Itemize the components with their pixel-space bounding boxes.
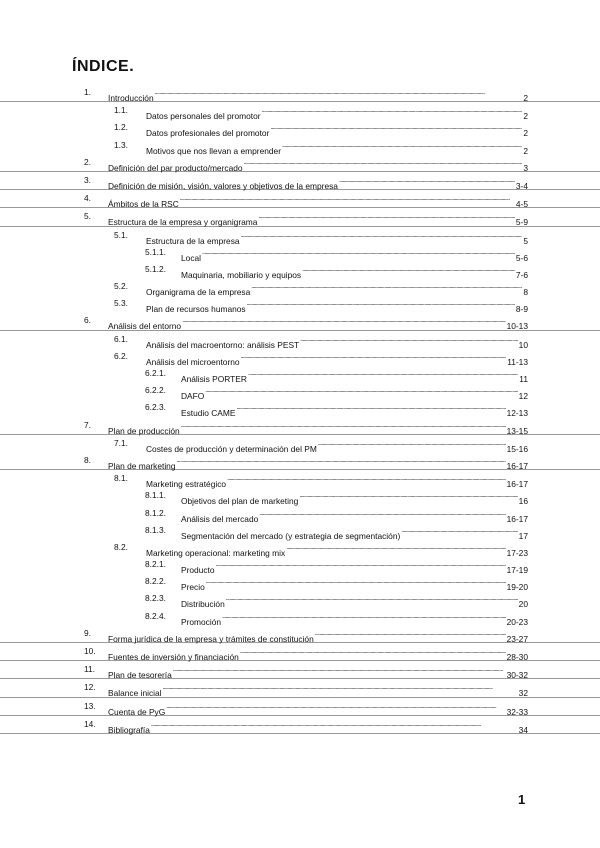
toc-entry-label: Plan de marketing <box>108 460 176 471</box>
toc-entry[interactable] <box>0 716 600 734</box>
table-of-contents <box>0 84 600 734</box>
toc-entry-label: Plan de producción <box>108 425 180 436</box>
toc-entry[interactable] <box>0 590 600 610</box>
toc-entry[interactable] <box>0 573 600 593</box>
toc-dot-leader <box>244 154 523 171</box>
toc-entry-label: Análisis del entorno <box>108 321 182 332</box>
toc-entry-page: 5-6 <box>515 252 528 263</box>
toc-entry-label: Maquinaria, mobiliario y equipos <box>181 269 302 280</box>
toc-entry-page: 2 <box>523 128 528 139</box>
toc-entry[interactable] <box>0 643 600 661</box>
toc-entry-number: 8. <box>84 454 91 465</box>
toc-entry-page: 23-27 <box>506 633 528 644</box>
toc-entry-number: 10. <box>84 646 96 656</box>
toc-entry-page: 17-19 <box>506 565 528 576</box>
toc-dot-leader <box>270 119 522 136</box>
toc-entry-page: 3-4 <box>515 180 528 191</box>
toc-dot-leader <box>302 261 515 278</box>
toc-entry[interactable] <box>0 679 600 697</box>
toc-entry-number: 11. <box>84 664 96 675</box>
toc-dot-leader <box>286 539 505 556</box>
toc-dot-leader <box>318 435 506 452</box>
toc-dot-leader <box>401 522 517 539</box>
toc-entry[interactable] <box>0 417 600 435</box>
toc-entry-number: 8.2.4. <box>145 610 166 621</box>
toc-entry-number: 6.2.1. <box>145 368 166 378</box>
toc-entry-label: Producto <box>181 565 215 576</box>
page-number: 1 <box>518 792 526 807</box>
toc-entry-page: 11-13 <box>507 356 528 367</box>
toc-entry[interactable] <box>0 470 600 490</box>
toc-entry-number: 5.1. <box>114 229 128 240</box>
toc-entry-page: 34 <box>518 724 528 735</box>
toc-entry-label: Precio <box>181 582 205 593</box>
toc-entry[interactable] <box>0 154 600 172</box>
toc-entry-label: Ámbitos de la RSC <box>108 199 179 210</box>
toc-entry-number: 8.1.2. <box>145 507 166 518</box>
toc-entry-number: 12. <box>84 682 96 693</box>
toc-entry-page: 5 <box>523 235 528 246</box>
toc-entry-number: 1. <box>84 87 91 97</box>
page-title: ÍNDICE. <box>72 58 135 75</box>
toc-entry-label: Análisis del microentorno <box>146 356 240 367</box>
toc-entry-page: 17 <box>518 530 528 541</box>
toc-entry-label: Costes de producción y determinación del PM <box>146 443 317 454</box>
toc-entry[interactable] <box>0 331 600 348</box>
toc-entry[interactable] <box>0 244 600 261</box>
toc-entry[interactable] <box>0 261 600 278</box>
toc-dot-leader <box>216 556 506 573</box>
toc-entry-page: 12-13 <box>506 408 528 419</box>
toc-entry-number: 6.1. <box>114 333 128 344</box>
toc-entry-number: 3. <box>84 174 91 185</box>
toc-entry-label: Objetivos del plan de marketing <box>181 496 299 507</box>
toc-dot-leader <box>247 295 515 312</box>
toc-entry-page: 2 <box>523 111 528 122</box>
toc-entry-label: Datos personales del promotor <box>146 111 261 122</box>
toc-entry-label: Estructura de la empresa y organigrama <box>108 217 258 228</box>
toc-dot-leader <box>339 172 515 189</box>
toc-entry-page: 13-15 <box>506 425 528 436</box>
toc-entry-label: Plan de recursos humanos <box>146 304 246 315</box>
toc-dot-leader <box>151 716 518 733</box>
toc-entry-page: 8-9 <box>515 304 528 315</box>
toc-entry[interactable] <box>0 119 600 139</box>
toc-entry[interactable] <box>0 522 600 539</box>
toc-entry-number: 1.1. <box>114 105 128 116</box>
toc-entry-page: 17-23 <box>506 547 528 558</box>
toc-dot-leader <box>248 365 518 382</box>
toc-entry-page: 10-13 <box>506 321 528 332</box>
toc-entry[interactable] <box>0 487 600 507</box>
toc-entry[interactable] <box>0 625 600 643</box>
toc-entry-label: Forma jurídica de la empresa y trámites de constitución <box>108 633 314 644</box>
toc-entry-page: 5-9 <box>515 217 528 228</box>
toc-entry-number: 5.3. <box>114 298 128 309</box>
toc-entry-page: 7-6 <box>515 269 528 280</box>
toc-dot-leader <box>258 208 514 225</box>
toc-dot-leader <box>155 84 523 101</box>
toc-dot-leader <box>205 382 517 399</box>
toc-entry[interactable] <box>0 505 600 522</box>
toc-entry-line <box>108 716 528 739</box>
toc-dot-leader <box>241 227 523 244</box>
toc-entry-label: Datos profesionales del promotor <box>146 128 270 139</box>
toc-entry-label: Marketing operacional: marketing mix <box>146 547 286 558</box>
toc-entry-page: 8 <box>523 287 528 298</box>
toc-entry-label: Fuentes de inversión y financiación <box>108 652 239 662</box>
toc-entry-page: 15-16 <box>506 443 528 454</box>
toc-entry[interactable] <box>0 452 600 470</box>
toc-dot-leader <box>222 608 506 625</box>
toc-entry-page: 30-32 <box>506 670 528 681</box>
toc-entry-page: 12 <box>518 391 528 402</box>
toc-entry-label: Análisis del macroentorno: análisis PEST <box>146 339 300 350</box>
toc-entry-number: 8.1.1. <box>145 490 166 501</box>
toc-entry[interactable] <box>0 539 600 556</box>
toc-entry[interactable] <box>0 278 600 298</box>
toc-dot-leader <box>251 278 522 295</box>
toc-entry-number: 4. <box>84 193 91 204</box>
toc-entry-page: 2 <box>523 145 528 156</box>
toc-dot-leader <box>240 643 506 660</box>
toc-dot-leader <box>315 625 506 642</box>
toc-entry-label: Segmentación del mercado (y estrategia de segmentación) <box>181 530 401 541</box>
toc-entry-page: 16-17 <box>506 460 528 471</box>
toc-entry-number: 5.2. <box>114 281 128 292</box>
toc-entry[interactable] <box>0 295 600 315</box>
toc-entry-number: 5. <box>84 211 91 222</box>
toc-dot-leader <box>182 312 505 329</box>
toc-entry[interactable] <box>0 312 600 330</box>
toc-dot-leader <box>180 190 515 207</box>
toc-entry[interactable] <box>0 556 600 576</box>
toc-entry-label: Balance inicial <box>108 688 162 699</box>
toc-entry[interactable] <box>0 435 600 452</box>
toc-entry-number: 6.2.2. <box>145 385 166 396</box>
toc-entry[interactable] <box>0 348 600 365</box>
toc-entry-page: 2 <box>523 93 528 103</box>
toc-entry-page: 20 <box>518 599 528 610</box>
toc-dot-leader <box>226 590 518 607</box>
toc-entry-number: 8.2.1. <box>145 559 166 570</box>
toc-entry-label: Plan de tesorería <box>108 670 172 681</box>
toc-entry-number: 1.3. <box>114 139 128 150</box>
toc-entry[interactable] <box>0 190 600 208</box>
toc-entry-page: 20-23 <box>506 616 528 627</box>
toc-dot-leader <box>163 679 518 696</box>
toc-entry-label: Introducción <box>108 93 154 103</box>
toc-entry-page: 32 <box>518 688 528 699</box>
toc-entry[interactable] <box>0 102 600 122</box>
toc-entry-page: 3 <box>523 162 528 173</box>
toc-entry-page: 11 <box>519 374 528 384</box>
toc-dot-leader <box>166 698 505 715</box>
toc-dot-leader <box>259 505 505 522</box>
toc-entry[interactable] <box>0 137 600 154</box>
toc-entry[interactable] <box>0 172 600 190</box>
toc-entry-page: 32-33 <box>506 706 528 717</box>
toc-entry-number: 6. <box>84 315 91 326</box>
toc-entry-label: Marketing estratégico <box>146 479 227 490</box>
toc-entry-label: Bibliografía <box>108 724 150 735</box>
toc-dot-leader <box>181 417 506 434</box>
toc-entry-label: Estudio CAME <box>181 408 236 419</box>
toc-entry-page: 10 <box>518 339 528 350</box>
toc-entry-label: Motivos que nos llevan a emprender <box>146 145 282 156</box>
toc-entry[interactable] <box>0 661 600 679</box>
toc-entry-number: 5.1.1. <box>145 246 166 257</box>
toc-entry-label: Promoción <box>181 616 222 627</box>
toc-entry-label: Local <box>181 252 202 263</box>
toc-entry-label: Definición de misión, visión, valores y objetivos de la empresa <box>108 180 338 191</box>
toc-entry-label: DAFO <box>181 391 205 402</box>
toc-entry-number: 5.1.2. <box>145 263 166 274</box>
toc-entry-page: 16-17 <box>506 479 528 490</box>
toc-dot-leader <box>299 487 517 504</box>
toc-dot-leader <box>177 452 506 469</box>
toc-entry[interactable] <box>0 365 600 382</box>
toc-entry[interactable] <box>0 84 600 102</box>
toc-dot-leader <box>206 573 506 590</box>
toc-entry[interactable] <box>0 382 600 402</box>
toc-entry-number: 8.2.3. <box>145 593 166 604</box>
toc-entry-number: 8.1. <box>114 473 128 484</box>
toc-entry-number: 8.1.3. <box>145 524 166 535</box>
toc-entry-number: 2. <box>84 156 91 167</box>
toc-entry-number: 7. <box>84 419 91 430</box>
toc-dot-leader <box>227 470 506 487</box>
toc-entry[interactable] <box>0 608 600 625</box>
toc-entry-page: 19-20 <box>506 582 528 593</box>
toc-entry-number: 6.2. <box>114 350 128 361</box>
toc-entry-label: Distribución <box>181 599 225 610</box>
toc-dot-leader <box>236 399 505 416</box>
toc-entry-number: 6.2.3. <box>145 402 166 413</box>
toc-entry-number: 14. <box>84 718 96 729</box>
toc-entry-page: 16-17 <box>506 513 528 524</box>
toc-entry-page: 28-30 <box>506 652 528 662</box>
toc-entry-number: 9. <box>84 627 91 638</box>
toc-dot-leader <box>300 331 518 348</box>
toc-entry-number: 7.1. <box>114 437 128 448</box>
toc-entry-label: Organigrama de la empresa <box>146 287 251 298</box>
toc-entry-page: 4-5 <box>515 199 528 210</box>
toc-entry[interactable] <box>0 399 600 419</box>
toc-entry-label: Cuenta de PyG <box>108 706 166 717</box>
toc-dot-leader <box>202 244 515 261</box>
toc-dot-leader <box>173 661 506 678</box>
toc-entry-number: 8.2. <box>114 541 128 552</box>
toc-dot-leader <box>282 137 522 154</box>
toc-dot-leader <box>262 102 523 119</box>
toc-entry-label: Análisis PORTER <box>181 374 247 384</box>
toc-entry-label: Estructura de la empresa <box>146 235 240 246</box>
toc-entry-number: 1.2. <box>114 122 128 133</box>
toc-entry[interactable] <box>0 227 600 244</box>
toc-entry-number: 13. <box>84 700 96 711</box>
toc-entry-page: 16 <box>518 496 528 507</box>
toc-entry-label: Análisis del mercado <box>181 513 259 524</box>
toc-entry[interactable] <box>0 208 600 226</box>
toc-dot-leader <box>241 348 507 365</box>
toc-entry-label: Definición del par producto/mercado <box>108 162 243 173</box>
toc-entry[interactable] <box>0 698 600 716</box>
toc-entry-number: 8.2.2. <box>145 576 166 587</box>
